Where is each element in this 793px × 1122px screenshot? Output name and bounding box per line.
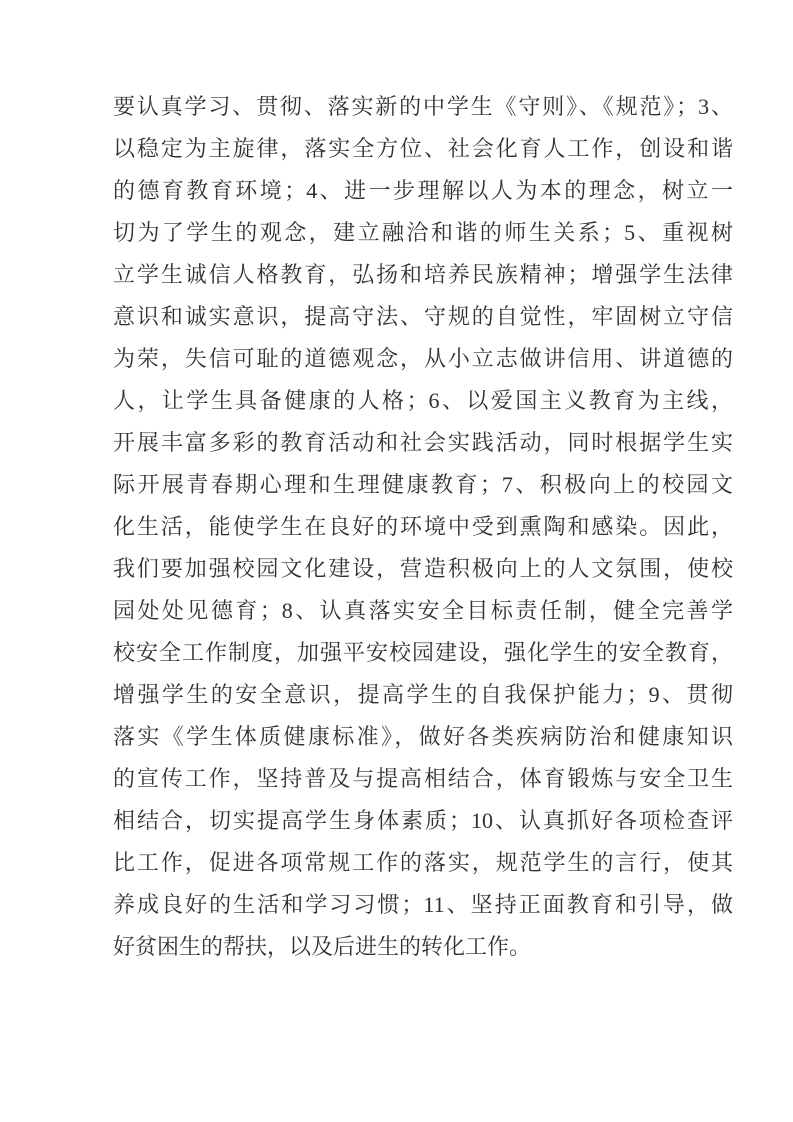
text-line: 为荣，失信可耻的道德观念，从小立志做讲信用、讲道德的 — [113, 346, 733, 371]
text-line: 化生活，能使学生在良好的环境中受到熏陶和感染。因此， — [113, 514, 733, 539]
text-line: 相结合，切实提高学生身体素质；10、认真抓好各项检查评 — [113, 808, 733, 833]
text-line: 养成良好的生活和学习习惯；11、坚持正面教育和引导，做 — [113, 892, 733, 917]
text-line: 以稳定为主旋律，落实全方位、社会化育人工作，创设和谐 — [113, 136, 733, 161]
text-line: 人，让学生具备健康的人格；6、以爱国主义教育为主线， — [113, 388, 733, 413]
text-line: 好贫困生的帮扶，以及后进生的转化工作。 — [113, 934, 532, 959]
text-line: 际开展青春期心理和生理健康教育；7、积极向上的校园文 — [113, 472, 733, 497]
text-line: 立学生诚信人格教育，弘扬和培养民族精神；增强学生法律 — [113, 262, 733, 287]
text-line: 校安全工作制度，加强平安校园建设，强化学生的安全教育， — [113, 640, 733, 665]
text-line: 切为了学生的观念，建立融洽和谐的师生关系；5、重视树 — [113, 220, 733, 245]
text-line: 落实《学生体质健康标准》，做好各类疾病防治和健康知识 — [113, 724, 733, 749]
body-text — [113, 86, 733, 968]
text-line: 开展丰富多彩的教育活动和社会实践活动，同时根据学生实 — [113, 430, 733, 455]
text-line: 增强学生的安全意识，提高学生的自我保护能力；9、贯彻 — [113, 682, 733, 707]
text-line: 比工作，促进各项常规工作的落实，规范学生的言行，使其 — [113, 850, 733, 875]
text-line: 我们要加强校园文化建设，营造积极向上的人文氛围，使校 — [113, 556, 733, 581]
text-line: 的德育教育环境；4、进一步理解以人为本的理念，树立一 — [113, 178, 733, 203]
text-line: 园处处见德育；8、认真落实安全目标责任制，健全完善学 — [113, 598, 733, 623]
text-line: 要认真学习、贯彻、落实新的中学生《守则》、《规范》；3、 — [113, 94, 733, 119]
text-line: 意识和诚实意识，提高守法、守规的自觉性，牢固树立守信 — [113, 304, 733, 329]
text-line: 的宣传工作，坚持普及与提高相结合，体育锻炼与安全卫生 — [113, 766, 733, 791]
